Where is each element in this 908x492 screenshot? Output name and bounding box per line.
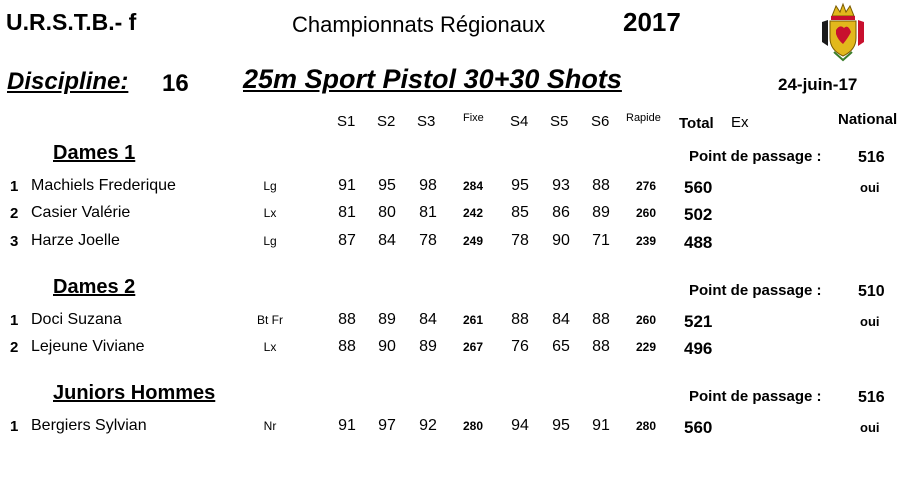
championship-year: 2017 [623, 7, 681, 37]
score-fixe: 261 [462, 313, 484, 327]
club: Bt Fr [257, 313, 283, 327]
organization-name: U.R.S.T.B.- f [6, 9, 137, 35]
score-total: 502 [684, 205, 713, 224]
score-s2: 84 [378, 232, 396, 249]
rank: 1 [10, 312, 19, 329]
score-total: 488 [684, 233, 713, 252]
score-s1: 91 [338, 177, 356, 194]
club: Lg [263, 179, 277, 193]
athlete-name: Bergiers Sylvian [31, 417, 147, 434]
score-total: 560 [684, 178, 713, 197]
score-s1: 88 [338, 338, 356, 355]
score-rapide: 260 [635, 313, 657, 327]
category-title: Dames 2 [53, 276, 136, 298]
score-s4: 88 [511, 311, 529, 328]
score-s3: 92 [419, 417, 437, 434]
score-s1: 81 [338, 204, 356, 221]
score-rapide: 229 [635, 340, 657, 354]
col-header-s6: S6 [591, 113, 610, 130]
score-s2: 90 [378, 338, 396, 355]
score-total: 560 [684, 418, 713, 437]
athlete-name: Casier Valérie [31, 204, 131, 221]
score-s3: 98 [419, 177, 437, 194]
club: Lg [263, 234, 277, 248]
score-rapide: 260 [635, 206, 657, 220]
score-s6: 88 [592, 311, 610, 328]
col-header-ex: Ex [731, 114, 749, 131]
point-de-passage-value: 516 [858, 149, 885, 166]
col-header-s1: S1 [337, 113, 356, 130]
score-s2: 95 [378, 177, 396, 194]
score-s4: 78 [511, 232, 529, 249]
national-qualified: oui [860, 420, 880, 435]
score-s4: 95 [511, 177, 529, 194]
athlete-name: Lejeune Viviane [31, 338, 145, 355]
score-s4: 94 [511, 417, 529, 434]
score-rapide: 280 [635, 419, 657, 433]
point-de-passage-value: 510 [858, 283, 885, 300]
score-s6: 88 [592, 338, 610, 355]
score-s2: 97 [378, 417, 396, 434]
score-rapide: 239 [635, 234, 657, 248]
rank: 1 [10, 178, 19, 195]
col-header-rapide: Rapide [626, 112, 661, 124]
score-fixe: 249 [462, 234, 484, 248]
club: Nr [263, 419, 277, 433]
score-s3: 78 [419, 232, 437, 249]
score-s4: 76 [511, 338, 529, 355]
score-s1: 88 [338, 311, 356, 328]
rank: 2 [10, 205, 19, 222]
score-s5: 65 [552, 338, 570, 355]
score-total: 496 [684, 339, 713, 358]
score-fixe: 284 [462, 179, 484, 193]
score-s1: 91 [338, 417, 356, 434]
category-title: Juniors Hommes [53, 382, 216, 404]
score-total: 521 [684, 312, 713, 331]
score-s6: 89 [592, 204, 610, 221]
point-de-passage-label: Point de passage : [689, 282, 822, 299]
rank: 3 [10, 233, 19, 250]
score-s5: 90 [552, 232, 570, 249]
athlete-name: Doci Suzana [31, 311, 122, 328]
col-header-s2: S2 [377, 113, 396, 130]
point-de-passage-label: Point de passage : [689, 148, 822, 165]
col-header-national: National [838, 111, 898, 128]
score-s5: 93 [552, 177, 570, 194]
competition-date: 24-juin-17 [778, 75, 858, 94]
col-header-s3: S3 [417, 113, 436, 130]
category-title: Dames 1 [53, 142, 136, 164]
athlete-name: Machiels Frederique [31, 177, 176, 194]
score-s1: 87 [338, 232, 356, 249]
score-s5: 86 [552, 204, 570, 221]
score-rapide: 276 [635, 179, 657, 193]
col-header-fixe: Fixe [463, 112, 484, 124]
point-de-passage-value: 516 [858, 389, 885, 406]
score-s6: 88 [592, 177, 610, 194]
coat-of-arms-logo [818, 2, 868, 62]
national-qualified: oui [860, 180, 880, 195]
national-qualified: oui [860, 314, 880, 329]
col-header-s4: S4 [510, 113, 529, 130]
score-s3: 89 [419, 338, 437, 355]
club: Lx [263, 206, 277, 220]
discipline-number: 16 [162, 70, 189, 97]
score-s6: 71 [592, 232, 610, 249]
score-s4: 85 [511, 204, 529, 221]
discipline-title: 25m Sport Pistol 30+30 Shots [243, 64, 622, 94]
score-fixe: 280 [462, 419, 484, 433]
athlete-name: Harze Joelle [31, 232, 120, 249]
club: Lx [263, 340, 277, 354]
score-s5: 95 [552, 417, 570, 434]
rank: 2 [10, 339, 19, 356]
score-s2: 80 [378, 204, 396, 221]
col-header-total: Total [679, 115, 714, 132]
score-fixe: 267 [462, 340, 484, 354]
discipline-label: Discipline: [7, 68, 129, 95]
score-s6: 91 [592, 417, 610, 434]
score-s2: 89 [378, 311, 396, 328]
col-header-s5: S5 [550, 113, 569, 130]
score-s5: 84 [552, 311, 570, 328]
championship-title: Championnats Régionaux [292, 12, 546, 37]
score-fixe: 242 [462, 206, 484, 220]
score-s3: 81 [419, 204, 437, 221]
rank: 1 [10, 418, 19, 435]
point-de-passage-label: Point de passage : [689, 388, 822, 405]
score-s3: 84 [419, 311, 437, 328]
